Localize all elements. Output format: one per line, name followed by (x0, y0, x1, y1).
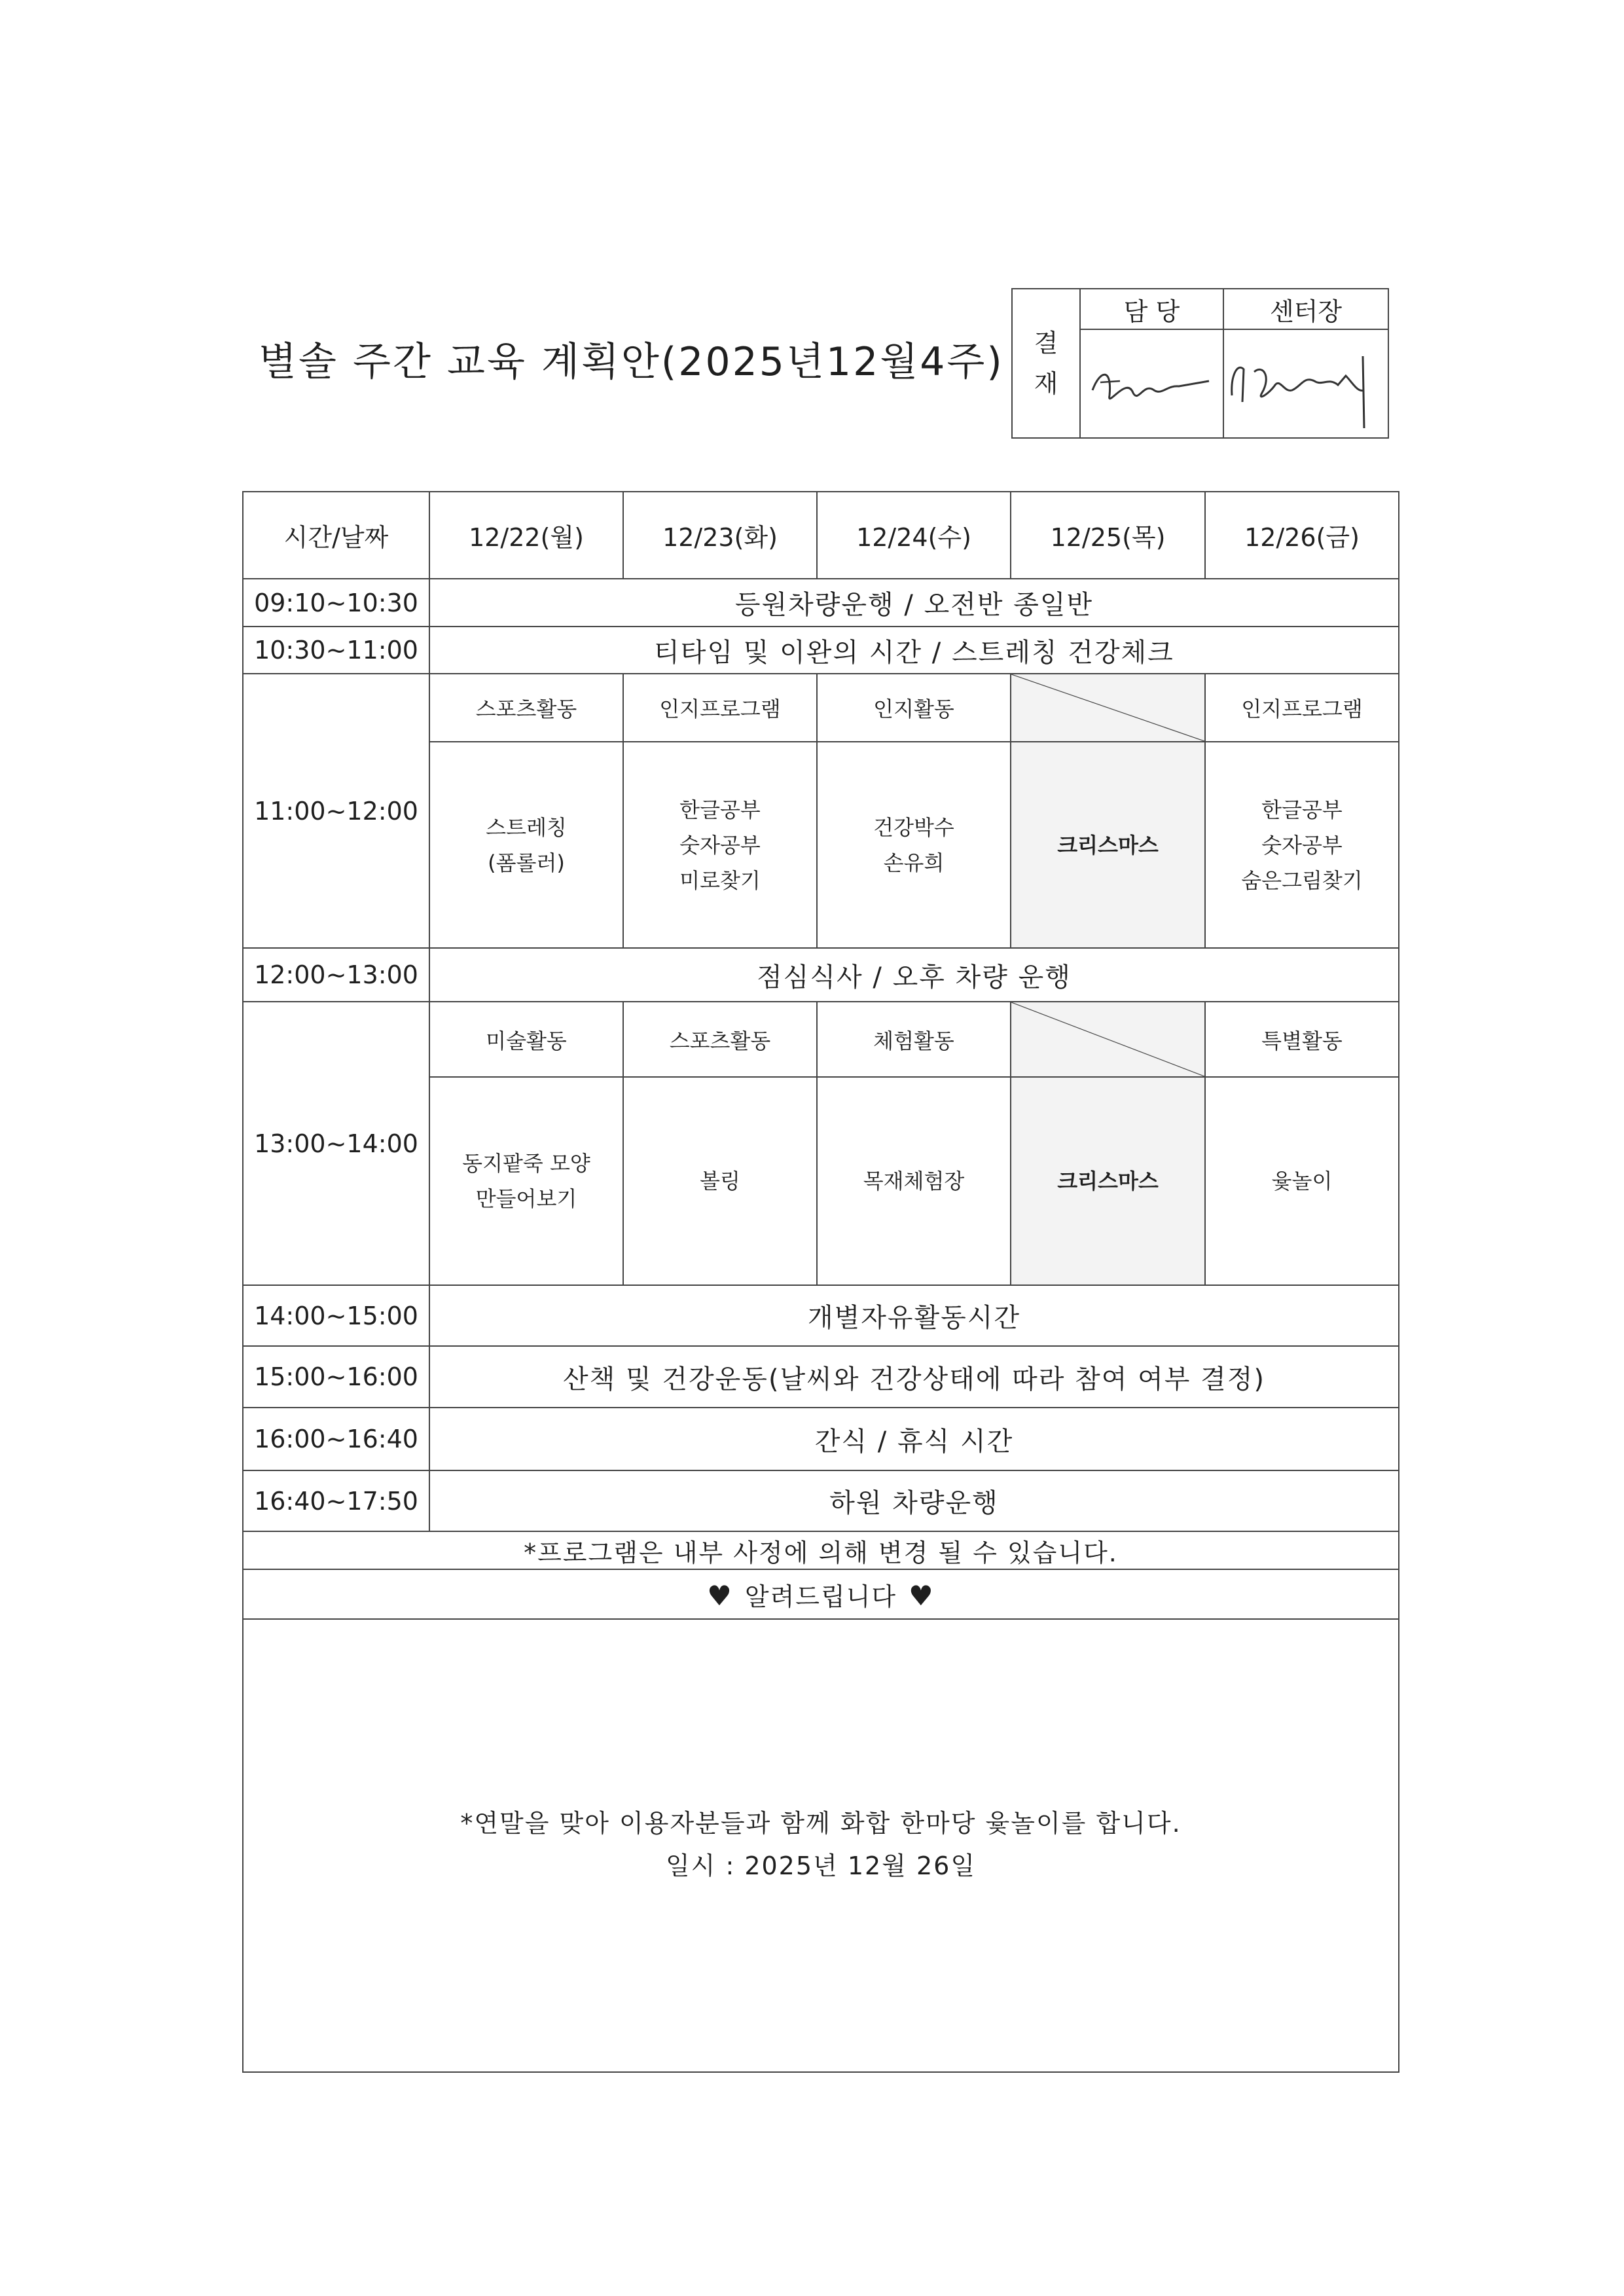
diagonal-line (1011, 1002, 1204, 1076)
activity-cell (429, 742, 623, 948)
activity-line: 크리스마스 (1057, 832, 1159, 858)
activity-line: (폼롤러) (488, 850, 565, 875)
category-cell: 미술활동 (429, 1002, 623, 1077)
schedule-row-activity: 하원 차량운행 (429, 1470, 1399, 1531)
time-cell: 16:00~16:40 (243, 1408, 429, 1470)
schedule-row-activity: 점심식사 / 오후 차량 운행 (429, 948, 1399, 1002)
activity-line: 한글공부 (1261, 797, 1343, 822)
heart-icon: ♥ (707, 1579, 733, 1612)
holiday-diagonal-cell (1011, 1002, 1205, 1077)
activity-line: 건강박수 (873, 814, 954, 840)
category-cell: 특별활동 (1205, 1002, 1399, 1077)
category-cell: 스포츠활동 (623, 1002, 817, 1077)
notice-date: 일시 : 2025년 12월 26일 (665, 1851, 977, 1880)
activity-cell (429, 1077, 623, 1285)
schedule-row-activity: 개별자유활동시간 (429, 1285, 1399, 1346)
change-notice: *프로그램은 내부 사정에 의해 변경 될 수 있습니다. (243, 1531, 1399, 1569)
corner-header: 시간/날짜 (243, 492, 429, 579)
category-cell: 인지활동 (817, 674, 1011, 742)
day-header: 12/22(월) (429, 492, 623, 579)
time-cell: 12:00~13:00 (243, 948, 429, 1002)
manager-signature (1080, 329, 1223, 438)
activity-cell (1205, 1077, 1399, 1285)
heart-icon: ♥ (909, 1579, 935, 1612)
schedule-row-activity: 산책 및 건강운동(날씨와 건강상태에 따라 참여 여부 결정) (429, 1346, 1399, 1408)
activity-line: 볼링 (700, 1169, 740, 1194)
category-cell: 인지프로그램 (1205, 674, 1399, 742)
approval-box (1011, 288, 1389, 439)
activity-line: 동지팥죽 모양 (462, 1151, 590, 1176)
activity-line: 목재체험장 (863, 1169, 965, 1194)
time-cell: 09:10~10:30 (243, 579, 429, 627)
schedule-row-activity: 간식 / 휴식 시간 (429, 1408, 1399, 1470)
activity-line: 미로찾기 (679, 867, 761, 893)
page-title: 별솔 주간 교육 계획안(2025년12월4주) (259, 339, 1004, 385)
activity-line: 숨은그림찾기 (1241, 867, 1363, 893)
approval-manager-header: 담 당 (1080, 289, 1223, 329)
activity-line: 윷놀이 (1271, 1169, 1333, 1194)
activity-line: 숫자공부 (679, 832, 761, 858)
time-cell: 15:00~16:00 (243, 1346, 429, 1408)
activity-line: 손유희 (883, 850, 945, 875)
time-cell: 10:30~11:00 (243, 627, 429, 674)
activity-line: 스트레칭 (486, 814, 567, 840)
schedule-row-activity: 티타임 및 이완의 시간 / 스트레칭 건강체크 (429, 627, 1399, 674)
day-header: 12/23(화) (623, 492, 817, 579)
notice-line: *연말을 맞아 이용자분들과 함께 화합 한마당 윷놀이를 합니다. (460, 1809, 1182, 1838)
notice-body (243, 1619, 1399, 2072)
approval-side-bottom: 재 (1034, 369, 1058, 398)
notice-header (243, 1569, 1399, 1619)
time-cell: 13:00~14:00 (243, 1002, 429, 1285)
time-cell: 11:00~12:00 (243, 674, 429, 948)
activity-cell (623, 742, 817, 948)
activity-line: 크리스마스 (1057, 1169, 1159, 1194)
christmas-cell (1011, 742, 1205, 948)
weekly-schedule-table (242, 491, 1399, 2073)
activity-cell (1205, 742, 1399, 948)
activity-line: 숫자공부 (1261, 832, 1343, 858)
activity-line: 만들어보기 (475, 1186, 577, 1211)
category-cell: 스포츠활동 (429, 674, 623, 742)
director-signature (1223, 329, 1388, 438)
holiday-diagonal-cell (1011, 674, 1205, 742)
approval-side-top: 결 (1034, 329, 1058, 357)
diagonal-line (1011, 674, 1204, 741)
christmas-cell (1011, 1077, 1205, 1285)
category-cell: 체험활동 (817, 1002, 1011, 1077)
schedule-row-activity: 등원차량운행 / 오전반 종일반 (429, 579, 1399, 627)
activity-line: 한글공부 (679, 797, 761, 822)
activity-cell (817, 742, 1011, 948)
category-cell: 인지프로그램 (623, 674, 817, 742)
approval-director-header: 센터장 (1223, 289, 1388, 329)
notice-title: 알려드립니다 (744, 1582, 897, 1611)
time-cell: 16:40~17:50 (243, 1470, 429, 1531)
approval-side-label (1012, 289, 1080, 438)
manager-signature-scribble (1081, 330, 1223, 437)
director-signature-scribble (1224, 330, 1388, 437)
day-header: 12/24(수) (817, 492, 1011, 579)
day-header: 12/26(금) (1205, 492, 1399, 579)
activity-cell (817, 1077, 1011, 1285)
time-cell: 14:00~15:00 (243, 1285, 429, 1346)
activity-cell (623, 1077, 817, 1285)
day-header: 12/25(목) (1011, 492, 1205, 579)
